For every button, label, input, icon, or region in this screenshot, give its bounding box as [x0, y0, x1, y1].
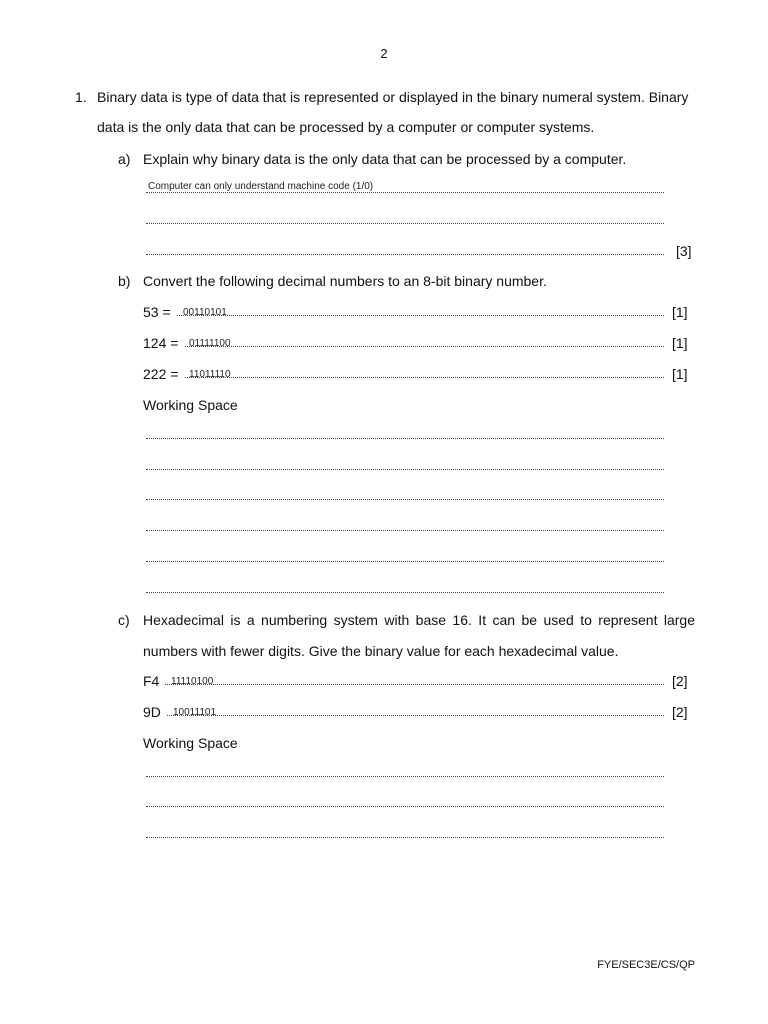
part-c-item-9d-answer: 10011101 [173, 707, 217, 718]
question-stem-line-1: Binary data is type of data that is represented or displayed in the binary numeral system. Binary [97, 89, 689, 105]
part-a-letter: a) [118, 151, 131, 167]
part-c-item-9d-line [167, 715, 664, 716]
part-b-item-222-line [185, 377, 664, 378]
part-b-item-124-mark: [1] [672, 335, 688, 351]
question-number: 1. [75, 89, 87, 105]
part-b-item-124-answer: 01111100 [189, 338, 231, 349]
part-b-item-53-label: 53 = [143, 304, 171, 320]
part-b-letter: b) [118, 273, 131, 289]
part-c-item-f4-label: F4 [143, 673, 160, 689]
part-a-answer-line-2 [146, 223, 664, 224]
part-c-item-f4-answer: 11110100 [171, 676, 214, 687]
part-b-item-222-answer: 11011110 [189, 369, 231, 380]
part-b-working-line-3 [146, 499, 664, 500]
part-b-working-space-label: Working Space [143, 397, 238, 413]
part-c-item-f4-mark: [2] [672, 673, 688, 689]
part-b-working-line-2 [146, 469, 664, 470]
part-b-item-53-answer: 00110101 [183, 307, 227, 318]
part-b-item-53-line [177, 315, 664, 316]
part-b-prompt: Convert the following decimal numbers to an 8-bit binary number. [143, 273, 547, 289]
part-c-prompt-line-2: numbers with fewer digits. Give the binary value for each hexadecimal value. [143, 643, 619, 659]
part-b-item-124-line [185, 346, 664, 347]
part-a-answer-line-3 [146, 254, 664, 255]
part-b-working-line-5 [146, 561, 664, 562]
part-c-prompt-line-1: Hexadecimal is a numbering system with base 16. It can be used to represent large [143, 612, 695, 628]
part-c-item-9d-mark: [2] [672, 704, 688, 720]
part-a-answer: Computer can only understand machine code (1/0) [148, 181, 374, 192]
page-number: 2 [380, 46, 388, 61]
part-c-item-f4-line [165, 684, 664, 685]
part-b-working-line-6 [146, 592, 664, 593]
part-a-mark: [3] [676, 243, 692, 259]
footer-code: FYE/SEC3E/CS/QP [597, 959, 695, 971]
part-a-answer-line-1 [146, 192, 664, 193]
part-c-letter: c) [118, 612, 130, 628]
part-b-working-line-1 [146, 438, 664, 439]
part-b-item-222-label: 222 = [143, 366, 179, 382]
part-c-item-9d-label: 9D [143, 704, 161, 720]
part-b-item-124-label: 124 = [143, 335, 179, 351]
part-c-working-space-label: Working Space [143, 735, 238, 751]
part-a-prompt: Explain why binary data is the only data that can be processed by a computer. [143, 151, 627, 167]
part-b-working-line-4 [146, 530, 664, 531]
question-stem-line-2: data is the only data that can be processed by a computer or computer systems. [97, 119, 595, 135]
part-b-item-53-mark: [1] [672, 304, 688, 320]
part-c-working-line-1 [146, 776, 664, 777]
part-c-working-line-2 [146, 806, 664, 807]
part-b-item-222-mark: [1] [672, 366, 688, 382]
part-c-working-line-3 [146, 837, 664, 838]
